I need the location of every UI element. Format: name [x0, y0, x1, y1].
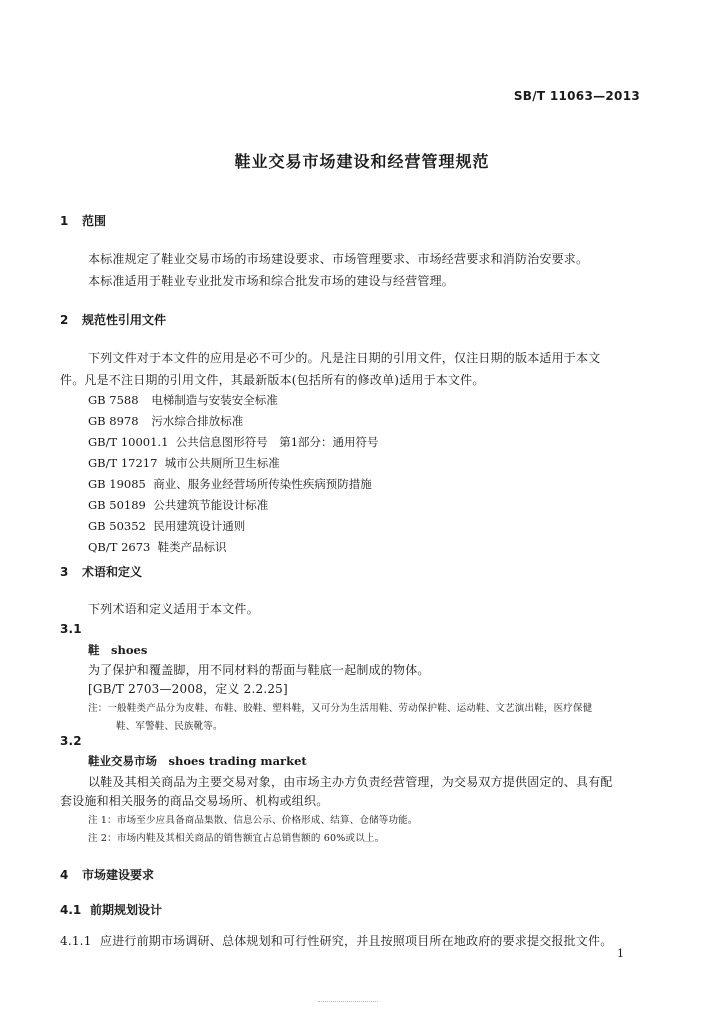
section-title: 术语和定义: [82, 565, 143, 579]
reference-code: QB/T 2673: [88, 540, 151, 554]
term-source: [GB/T 2703—2008，定义 2.2.25]: [88, 682, 288, 696]
reference-code: GB 7588: [88, 393, 139, 407]
reference-name: 污水综合排放标准: [151, 414, 244, 428]
section-2-heading: [60, 311, 166, 328]
reference-code: GB/T 10001.1: [88, 435, 169, 449]
reference-item: [88, 392, 278, 408]
term-definition: 以鞋及其相关商品为主要交易对象，由市场主办方负责经营管理，为交易双方提供固定的、具有配: [88, 775, 613, 789]
note: 注：一般鞋类产品分为皮鞋、布鞋、胶鞋、塑料鞋，又可分为生活用鞋、劳动保护鞋、运动鞋、文艺演出鞋，医疗保健: [88, 703, 593, 714]
term-title: 鞋业交易市场 shoes trading market: [88, 754, 307, 768]
term-number: 3.1: [60, 622, 82, 636]
note: 注 1：市场至少应具备商品集散、信息公示、价格形成、结算、仓储等功能。: [88, 815, 418, 826]
section-title: 规范性引用文件: [82, 313, 167, 327]
reference-code: GB 50189: [88, 498, 146, 512]
section-number: 2: [60, 313, 69, 327]
subsection-4-1-heading: [60, 901, 162, 918]
reference-item: [88, 476, 372, 492]
term-definition: 为了保护和覆盖脚，用不同材料的帮面与鞋底一起制成的物体。: [88, 663, 430, 677]
reference-name: 城市公共厕所卫生标准: [164, 456, 280, 470]
reference-name: 公共建筑节能设计标准: [153, 498, 269, 512]
paragraph: 下列术语和定义适用于本文件。: [88, 602, 259, 616]
reference-code: GB/T 17217: [88, 456, 158, 470]
clause-number: 4.1.1: [60, 934, 92, 948]
section-number: 4: [60, 868, 69, 882]
note: 注 2：市场内鞋及其相关商品的销售额宜占总销售额的 60%或以上。: [88, 833, 385, 844]
reference-name: 民用建筑设计通则: [153, 519, 246, 533]
section-title: 市场建设要求: [82, 868, 155, 882]
reference-name: 电梯制造与安装安全标准: [151, 393, 278, 407]
section-3-heading: [60, 563, 142, 580]
reference-name: 鞋类产品标识: [157, 540, 227, 554]
section-number: 3: [60, 565, 69, 579]
reference-name: 公共信息图形符号 第1部分：通用符号: [175, 435, 379, 449]
reference-item: [88, 518, 245, 534]
subsection-number: 4.1: [60, 903, 82, 917]
reference-item: [88, 434, 379, 450]
standard-code: SB/T 11063—2013: [513, 89, 640, 103]
section-title: 范围: [82, 214, 107, 228]
reference-name: 商业、服务业经营场所传染性疾病预防措施: [153, 477, 372, 491]
term-definition: 套设施和相关服务的商品交易场所、机构或组织。: [60, 794, 329, 808]
footer-divider: [318, 1001, 378, 1002]
term-number: 3.2: [60, 734, 82, 748]
page-number: 1: [617, 947, 624, 960]
section-number: 1: [60, 214, 69, 228]
subsection-title: 前期规划设计: [90, 903, 163, 917]
page-title: 鞋业交易市场建设和经营管理规范: [234, 152, 490, 171]
paragraph: 本标准规定了鞋业交易市场的市场建设要求、市场管理要求、市场经营要求和消防治安要求。: [88, 252, 589, 266]
paragraph: 下列文件对于本文件的应用是必不可少的。凡是注日期的引用文件，仅注日期的版本适用于本文: [88, 351, 601, 365]
note: 鞋、军警鞋、民族靴等。: [116, 721, 223, 732]
section-4-heading: [60, 866, 154, 883]
reference-item: [88, 497, 268, 513]
reference-code: GB 50352: [88, 519, 146, 533]
clause-text: 应进行前期市场调研、总体规划和可行性研究，并且按照项目所在地政府的要求提交报批文件。: [100, 934, 613, 948]
clause-4-1-1: [60, 932, 612, 949]
paragraph: 件。凡是不注日期的引用文件，其最新版本(包括所有的修改单)适用于本文件。: [60, 373, 485, 387]
reference-item: [88, 539, 227, 555]
section-1-heading: [60, 212, 106, 229]
reference-code: GB 8978: [88, 414, 139, 428]
paragraph: 本标准适用于鞋业专业批发市场和综合批发市场的建设与经营管理。: [88, 274, 455, 288]
reference-item: [88, 413, 243, 429]
reference-item: [88, 455, 280, 471]
reference-code: GB 19085: [88, 477, 146, 491]
term-title: 鞋 shoes: [88, 643, 148, 657]
